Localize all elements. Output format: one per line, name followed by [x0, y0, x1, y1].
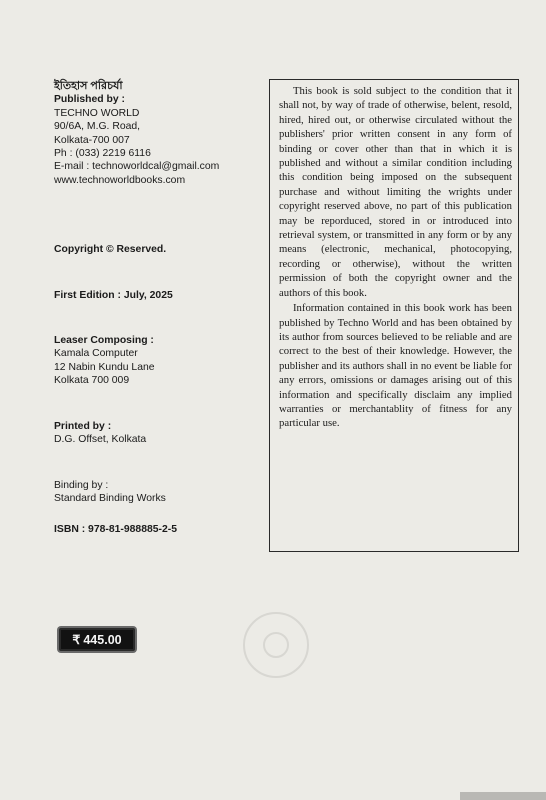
composing-line: 12 Nabin Kundu Lane: [54, 361, 155, 373]
price-label: [59, 628, 135, 651]
terms-paragraph: This book is sold subject to the condition that it shall not, by way of trade of otherwise, belent, resold, hired, hired out, or otherwise circulated without the publishers' prior written consent in any form of binding or cover other than that in which it is published and without a similar condition including this condition being imposed on the subsequent purchase and without limiting the wrights under copyright reserved above, no part of this publication may be reporduced, stored in or introduced into retrieval system, or transmitted in any form or by any means (electronic, mechanical, photocopying, recording or otherwise), without the written permission of both the copyright owner and the authors of this book.: [279, 85, 512, 299]
binding-label: Binding by :: [54, 479, 109, 491]
composing-line: Kamala Computer: [54, 348, 138, 360]
price-amount: 445.00: [83, 632, 122, 647]
composing-label: Leaser Composing :: [54, 335, 154, 347]
publisher-email: E-mail : technoworldcal@gmail.com: [54, 161, 220, 173]
copyright-disclaimer-box: [269, 79, 519, 552]
printer-label: Printed by :: [54, 420, 112, 432]
publisher-website: www.technoworldbooks.com: [54, 174, 186, 186]
publisher-line: 90/6A, M.G. Road,: [54, 121, 141, 133]
rupee-symbol: ₹: [72, 633, 81, 647]
publisher-line: TECHNO WORLD: [54, 107, 140, 119]
publisher-line: Kolkata-700 007: [54, 134, 130, 146]
printer-line: D.G. Offset, Kolkata: [54, 434, 147, 446]
book-title-bengali: ইতিহাস পরিচর্যা: [54, 80, 123, 92]
publisher-label: Published by :: [54, 94, 126, 106]
isbn: ISBN : 978-81-988885-2-5: [54, 524, 178, 536]
composing-line: Kolkata 700 009: [54, 375, 130, 387]
edition-info: First Edition : July, 2025: [54, 289, 173, 301]
page-edge-shadow: [460, 792, 546, 800]
copyright-notice: Copyright © Reserved.: [54, 244, 167, 256]
seal-show-through: [243, 612, 309, 678]
publisher-phone: Ph : (033) 2219 6116: [54, 148, 151, 160]
disclaimer-paragraph: Information contained in this book work has been published by Techno World and has been obtained by its author from sources believed to be reliable and are correct to the best of their knowledge. However, the publisher and its authors shall in no event be liable for any errors, omissions or damages arising out of this information and specifically disclaim any implied warranties or merchantablity of fitness for any particular use.: [279, 302, 512, 430]
imprint-column: [54, 80, 264, 537]
binding-line: Standard Binding Works: [54, 492, 166, 504]
